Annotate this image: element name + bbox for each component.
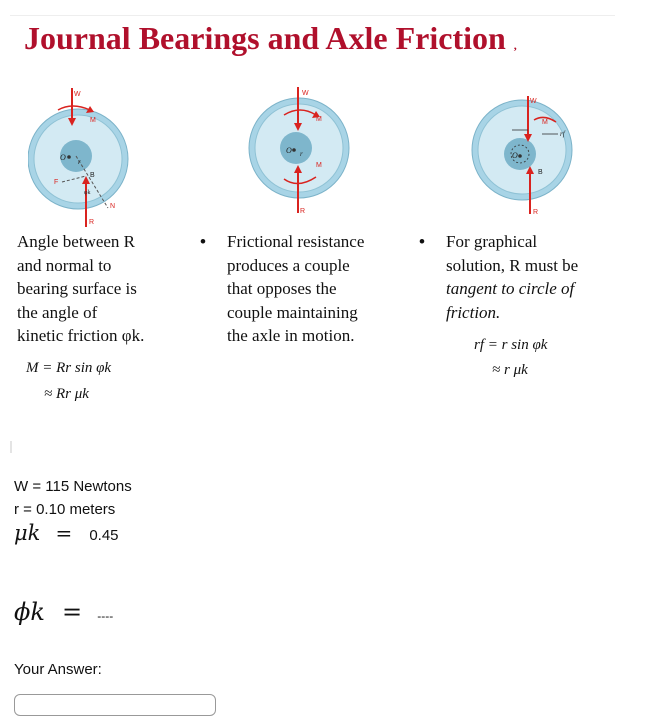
given-mu [14, 521, 119, 551]
bullet: • [200, 232, 206, 251]
label-b: B [90, 172, 95, 179]
phi-question [14, 598, 113, 638]
phi-equals: = [62, 598, 83, 626]
label-big-r: R [533, 209, 539, 216]
axle-circle [280, 132, 312, 164]
bearing-figure-right [470, 90, 580, 220]
label-n: N [110, 203, 116, 210]
phi-blank: ---- [97, 609, 114, 623]
column-line: bearing surface is [17, 279, 137, 298]
column-left [17, 230, 182, 348]
bullet: • [419, 232, 425, 251]
slide-title-mark: , [513, 38, 517, 52]
label-m: M [90, 117, 96, 124]
label-o: O [512, 151, 518, 160]
axle-circle [504, 138, 536, 170]
slide-title [24, 20, 517, 57]
mu-symbol: μk [14, 521, 41, 545]
formula-rf: rf = r sin φk [474, 337, 548, 353]
center-dot [518, 154, 522, 158]
mu-equals: = [55, 521, 73, 545]
label-w: W [530, 98, 537, 105]
label-o: O [60, 153, 66, 162]
label-r: r [78, 158, 81, 166]
column-middle [200, 230, 402, 348]
label-w: W [302, 90, 309, 97]
column-line: friction. [446, 302, 501, 322]
label-o: O [286, 146, 292, 155]
column-line: couple maintaining [227, 302, 358, 322]
label-m: M [316, 116, 322, 123]
column-line: tangent to circle of [446, 279, 575, 298]
column-line: that opposes the [227, 279, 337, 298]
column-line: and normal to [17, 255, 112, 275]
given-radius: r = 0.10 meters [14, 501, 116, 518]
column-line: solution, R must be [446, 255, 579, 275]
center-dot [292, 148, 296, 152]
mu-value: 0.45 [89, 527, 119, 544]
formula-moment-approx: ≈ Rr μk [44, 386, 89, 402]
bearing-figure-left [28, 84, 148, 234]
column-line: For graphical [446, 232, 538, 251]
bearing-figure-middle [244, 85, 354, 220]
label-phi: φk [84, 190, 91, 196]
column-line: the axle in motion. [227, 326, 355, 345]
phi-symbol: ϕk [14, 598, 45, 626]
column-line: Frictional resistance [227, 232, 365, 251]
slide-title-text: Journal Bearings and Axle Friction [24, 20, 506, 56]
column-line: the angle of [17, 302, 98, 322]
label-m2: M [316, 162, 322, 169]
column-line: produces a couple [227, 255, 350, 275]
label-b: B [538, 169, 543, 176]
slide-top-rule [10, 15, 615, 16]
center-dot [67, 155, 71, 159]
given-weight: W = 115 Newtons [14, 478, 132, 495]
label-w: W [74, 91, 81, 98]
answer-input[interactable] [14, 694, 216, 716]
formula-rf-approx: ≈ r μk [492, 362, 528, 378]
your-answer-label: Your Answer: [14, 661, 102, 678]
column-line: Angle between R [17, 232, 136, 251]
column-right [419, 230, 626, 324]
label-big-r: R [300, 208, 306, 215]
label-big-r: R [89, 219, 95, 226]
column-line: kinetic friction φk. [17, 326, 145, 345]
label-rf: rf [560, 130, 565, 138]
label-f: F [54, 179, 59, 186]
label-m: M [542, 119, 548, 126]
divider-mark [10, 441, 12, 453]
label-r: r [300, 150, 303, 158]
formula-moment: M = Rr sin φk [26, 360, 112, 376]
